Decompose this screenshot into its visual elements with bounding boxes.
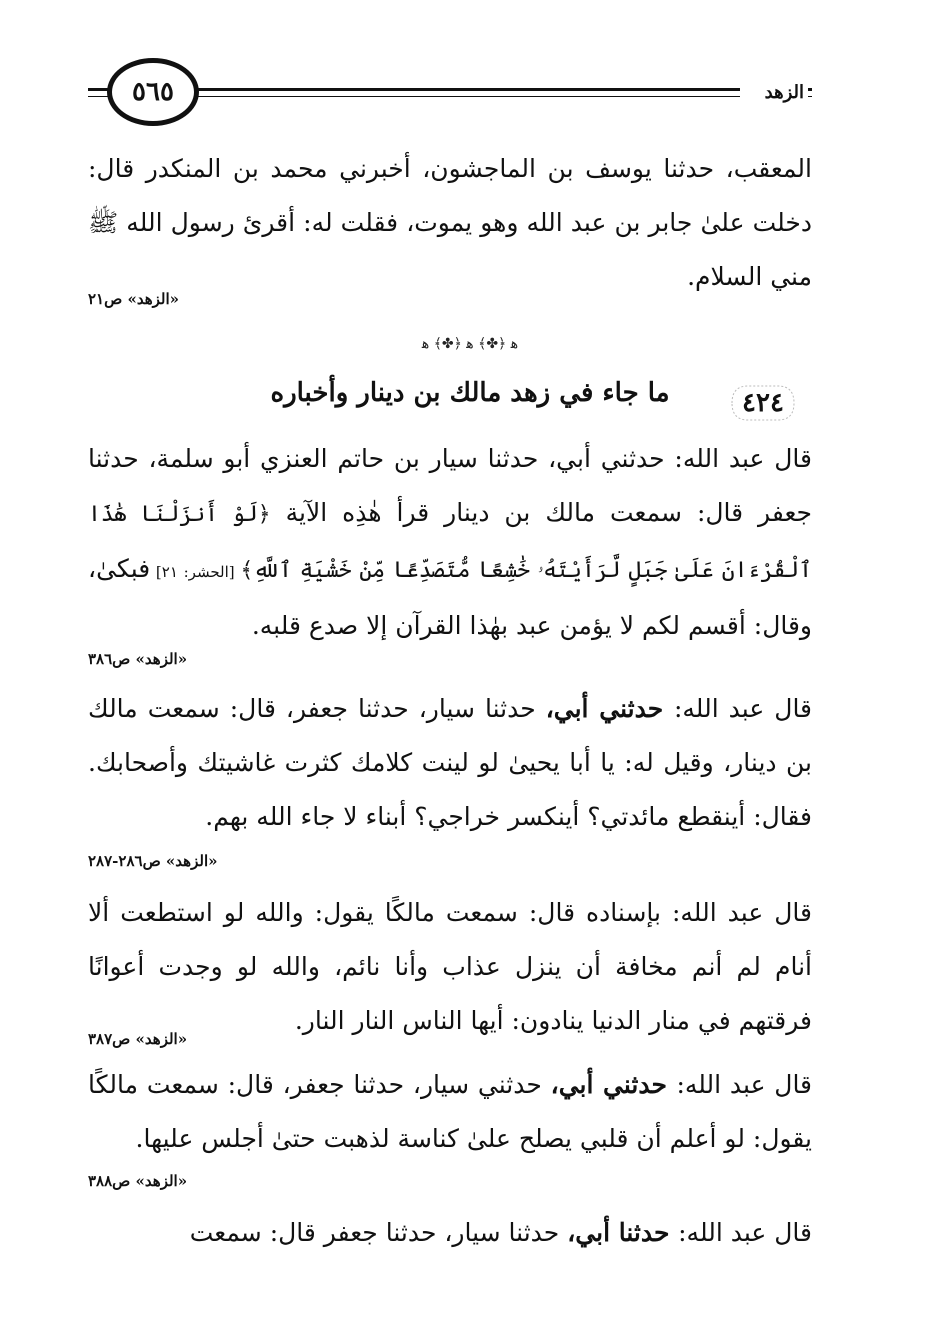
paragraph-2-bold: حدثني أبي، — [545, 694, 674, 723]
page-number-badge — [107, 58, 199, 126]
paragraph-1 — [88, 432, 812, 653]
source-citation: «الزهد» ص٣٨٦ — [88, 650, 188, 668]
paragraph-5-bold: حدثنا أبي، — [567, 1218, 679, 1247]
paragraph-5-intro: قال عبد الله: — [678, 1218, 812, 1247]
section-number: ٤٢٤ — [742, 388, 784, 418]
source-citation: «الزهد» ص٣٨٧ — [88, 1030, 188, 1048]
paragraph-5-text: حدثنا سيار، حدثنا جعفر قال: سمعت — [189, 1218, 568, 1247]
paragraph-2-intro: قال عبد الله: — [673, 694, 813, 723]
source-citation: «الزهد» ص٣٨٨ — [88, 1172, 188, 1190]
header-rule-right — [195, 88, 812, 91]
paragraph-5 — [88, 1206, 812, 1260]
section-heading: ما جاء في زهد مالك بن دينار وأخباره — [270, 378, 670, 408]
page-number: ٥٦٥ — [132, 77, 174, 107]
paragraph-2-text: حدثنا سيار، حدثنا جعفر، قال: سمعت مالك بن دينار، وقيل له: يا أبا يحيىٰ لو لينت كلامك كثرت غاشيتك وأصحابك. فقال: أينقطع مائدتي؟ أينكسر خراجي؟ أبناء لا جاء الله بهم. — [88, 694, 812, 831]
paragraph-4-intro: قال عبد الله: — [676, 1070, 813, 1099]
paragraph-1-after: فبكىٰ، وقال: أقسم لكم لا يؤمن عبد بهٰذا القرآن إلا صدع قلبه. — [88, 554, 812, 640]
paragraph-3-text: قال عبد الله: بإسناده قال: سمعت مالكًا يقول: والله لو استطعت ألا أنام لم أنم مخافة أن ينزل عذاب وأنا نائم، والله لو وجدت أعوانًا فرقتهم في منار الدنيا ينادون: أيها الناس النار النار. — [88, 898, 812, 1035]
paragraph-3 — [88, 886, 812, 1048]
top-paragraph — [88, 142, 812, 304]
quran-verse: ﴿لَوْ أَنزَلْنَا هَٰذَا ٱلْقُرْءَانَ عَلَىٰ جَبَلٍ لَّرَأَيْتَهُۥ خَٰشِعًا مُّتَصَدِّعًا مِّنْ خَشْيَةِ ٱللَّهِ﴾ — [88, 502, 812, 583]
source-citation: «الزهد» ص٢١ — [88, 290, 180, 308]
paragraph-4-text: حدثني سيار، حدثنا جعفر، قال: سمعت مالكًا يقول: لو أعلم أن قلبي يصلح علىٰ كناسة لذهبت حتىٰ أجلس عليها. — [88, 1070, 812, 1153]
running-title: الزهد — [740, 82, 808, 103]
paragraph-1-text: حدثنا سيار بن حاتم العنزي أبو سلمة، حدثنا جعفر قال: سمعت مالك بن دينار قرأ هٰذِه الآية — [88, 444, 812, 527]
section-number-badge — [726, 378, 800, 428]
quran-reference: [الحشر: ٢١] — [150, 563, 241, 581]
top-paragraph-text: المعقب، حدثنا يوسف بن الماجشون، أخبرني محمد بن المنكدر قال: دخلت علىٰ جابر بن عبد الله وهو يموت، فقلت له: أقرئ رسول الله ﷺ مني السلام. — [88, 154, 812, 291]
source-citation: «الزهد» ص٢٨٦-٢٨٧ — [88, 852, 218, 870]
header-rule-right-thin — [195, 96, 812, 97]
paragraph-1-intro: قال عبد الله: حدثني أبي، — [548, 444, 812, 473]
ornament-divider: ﻫ ﴿✤﴾ ﻫ ﴿✤﴾ ﻫ — [421, 336, 519, 352]
paragraph-4-bold: حدثني أبي، — [550, 1070, 677, 1099]
paragraph-2 — [88, 682, 812, 844]
paragraph-4 — [88, 1058, 812, 1166]
